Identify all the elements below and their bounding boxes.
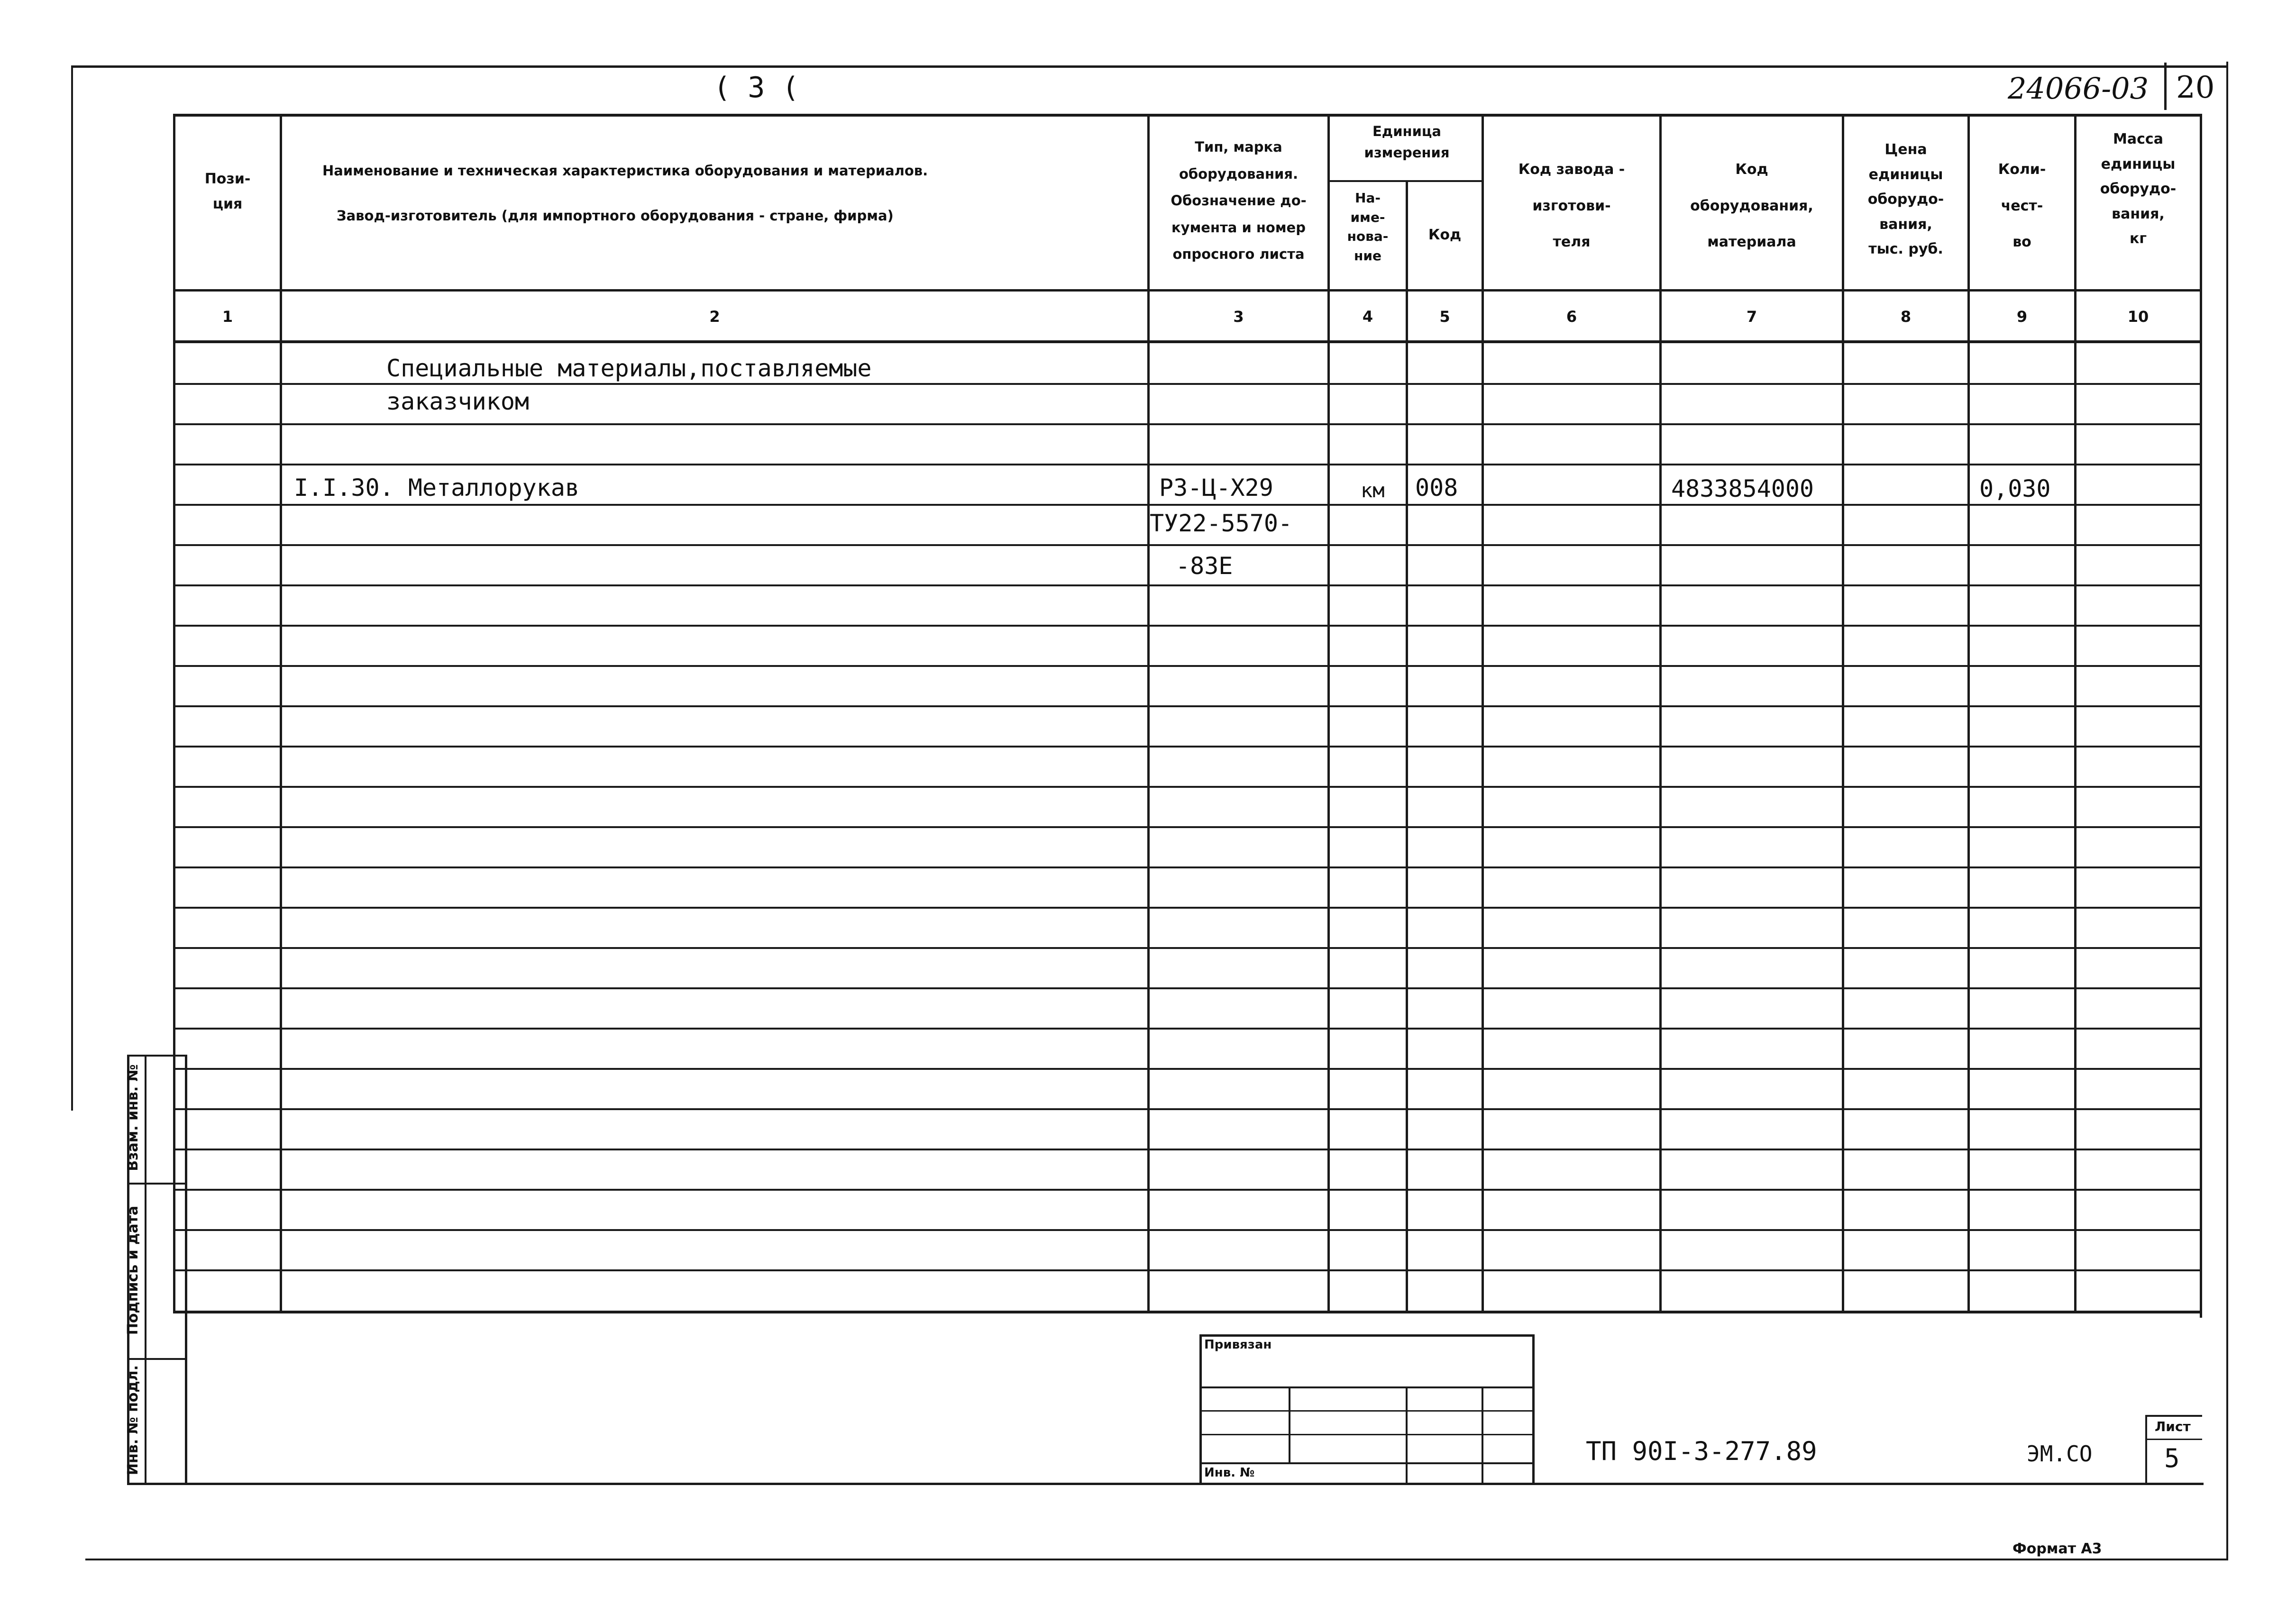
header-bottom-border: [173, 289, 2202, 292]
colnum-10: 10: [2127, 308, 2149, 326]
handwritten-sheet-number: 24066-03: [2008, 71, 2149, 106]
body-row-line: [173, 786, 2202, 788]
side-stamp-inner: [145, 1055, 146, 1484]
colnum-1: 1: [222, 308, 233, 326]
col-line-2: [1147, 114, 1150, 1313]
body-row-line: [173, 866, 2202, 868]
page-number: 20: [2176, 70, 2215, 105]
list-number: 5: [2164, 1443, 2180, 1473]
body-row-line: [173, 1269, 2202, 1271]
privyazan-col1: [1289, 1386, 1290, 1462]
outer-frame-top: [71, 65, 2228, 68]
project-code: ТП 90I-3-277.89: [1586, 1436, 1817, 1466]
section-title-line1: Специальные материалы,поставляемые: [386, 355, 872, 382]
body-row-line: [173, 1229, 2202, 1231]
colnum-7: 7: [1746, 308, 1757, 326]
side-stamp-field3: Инв. № подл.: [125, 1365, 141, 1476]
section-code: ЭМ.СО: [2027, 1441, 2093, 1467]
colnum-9: 9: [2016, 308, 2028, 326]
body-row-line: [173, 705, 2202, 707]
top-mark: ( 3 (: [713, 71, 799, 104]
privyazan-row3: [1199, 1434, 1534, 1435]
body-row-line: [173, 746, 2202, 748]
body-row-line: [173, 423, 2202, 425]
body-row-line: [173, 504, 2202, 506]
item-unit-code: 008: [1415, 474, 1458, 501]
privyazan-label: Привязан: [1204, 1338, 1272, 1352]
body-row-line: [173, 1108, 2202, 1110]
body-row-line: [173, 665, 2202, 667]
body-row-line: [173, 987, 2202, 989]
colnum-3: 3: [1233, 308, 1244, 326]
body-row-line: [173, 625, 2202, 627]
privyazan-row4: [1199, 1462, 1534, 1464]
item-type-line2: ТУ22-5570-: [1150, 510, 1293, 537]
header-unit-code: Код: [1428, 227, 1462, 243]
privyazan-col2: [1406, 1386, 1408, 1484]
table-top-border: [173, 114, 2202, 117]
body-row-line: [173, 584, 2202, 586]
side-stamp-bottom: [127, 1483, 2204, 1485]
header-unit-name: На- име- нова- ние: [1347, 190, 1389, 264]
col-line-3: [1327, 114, 1330, 1313]
side-stamp-div1: [127, 1183, 186, 1185]
header-position: Пози- ция: [204, 171, 251, 212]
outer-frame-right: [2226, 62, 2228, 1559]
body-row-line: [173, 1149, 2202, 1150]
list-label: Лист: [2155, 1419, 2191, 1434]
list-box-top: [2145, 1415, 2202, 1417]
col-line-1: [280, 114, 282, 1313]
body-row-line: [173, 464, 2202, 465]
outer-frame-left: [71, 65, 73, 1111]
privyazan-top: [1199, 1334, 1534, 1337]
col-line-6: [1659, 114, 1662, 1313]
body-row-line: [173, 947, 2202, 949]
body-row-line: [173, 544, 2202, 546]
header-name-line2: Завод-изготовитель (для импортного оборудования - стране, фирма): [337, 208, 894, 224]
body-row-line: [173, 907, 2202, 909]
body-row-line: [173, 1028, 2202, 1030]
item-type-line3: -83Е: [1176, 552, 1233, 580]
privyazan-row1: [1199, 1386, 1534, 1388]
col-line-0: [173, 114, 175, 1313]
header-quantity: Коли- чест- во: [1998, 161, 2046, 250]
column-number-row-border: [173, 340, 2202, 343]
col-line-8: [1967, 114, 1970, 1313]
item-unit-name: км: [1361, 479, 1385, 502]
col-line-9: [2074, 114, 2076, 1313]
header-material-code: Код оборудования, материала: [1690, 161, 1813, 250]
body-row-line: [173, 383, 2202, 385]
item-material-code: 4833854000: [1671, 475, 1814, 502]
header-unit-price: Цена единицы оборудо- вания, тыс. руб.: [1867, 141, 1944, 257]
col-line-10: [2200, 114, 2202, 1318]
item-quantity: 0,030: [1979, 475, 2051, 502]
body-row-line: [173, 826, 2202, 828]
format-label: Формат А3: [2012, 1541, 2102, 1557]
side-stamp-field1: Взам. инв. №: [125, 1064, 141, 1171]
col-line-5: [1482, 114, 1484, 1313]
colnum-8: 8: [1900, 308, 1912, 326]
header-manufacturer-code: Код завода - изготови- теля: [1518, 161, 1625, 250]
item-name: I.I.30. Металлорукав: [294, 474, 580, 501]
list-box-left: [2145, 1415, 2147, 1484]
unit-group-divider: [1327, 180, 1484, 182]
colnum-5: 5: [1439, 308, 1450, 326]
side-stamp-right: [185, 1055, 187, 1484]
side-stamp-field2: Подпись и дата: [125, 1205, 141, 1335]
inv-no-label: Инв. №: [1204, 1466, 1255, 1480]
list-box-mid: [2145, 1439, 2202, 1440]
body-row-line: [173, 1068, 2202, 1070]
privyazan-row2: [1199, 1410, 1534, 1412]
header-unit-group: Единица измерения: [1364, 123, 1450, 161]
header-type-mark: Тип, марка оборудования. Обозначение до- кумента и номер опросного листа: [1171, 139, 1307, 263]
colnum-6: 6: [1566, 308, 1577, 326]
item-type-line1: РЗ-Ц-Х29: [1159, 474, 1273, 501]
header-unit-mass: Масса единицы оборудо- вания, кг: [2100, 131, 2177, 247]
privyazan-col3: [1482, 1386, 1483, 1484]
table-bottom-border: [173, 1311, 2202, 1313]
section-title-line2: заказчиком: [386, 388, 530, 415]
col-line-7: [1842, 114, 1844, 1313]
page-number-divider: [2164, 63, 2167, 110]
header-name-line1: Наименование и техническая характеристика оборудования и материалов.: [322, 163, 928, 179]
colnum-2: 2: [709, 308, 720, 326]
body-row-line: [173, 1189, 2202, 1191]
outer-frame-bottom: [85, 1559, 2228, 1560]
colnum-4: 4: [1362, 308, 1373, 326]
